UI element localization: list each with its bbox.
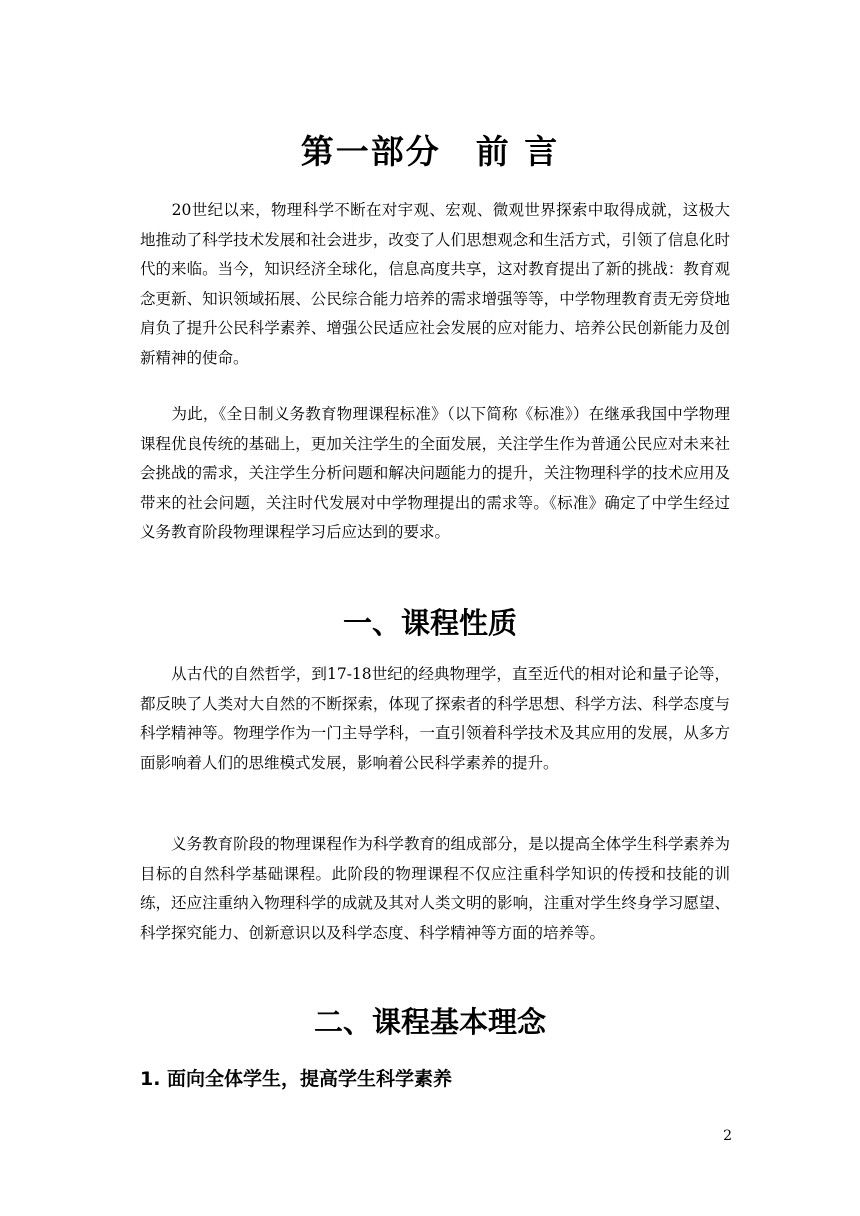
section-title-course-nature: 一、课程性质 <box>342 606 517 640</box>
main-title: 第一部分 前 言 <box>300 132 560 171</box>
course-nature-paragraph-2: 义务教育阶段的物理课程作为科学教育的组成部分，是以提高全体学生科学素养为目标的自然科学基础课程。此阶段的物理课程不仅应注重科学知识的传授和技能的训练，还应注重纳入物理科学的成就及其对人类文明的影响，注重对学生终身学习愿望、科学探究能力、创新意识以及科学态度、科学精神等方面的培养等。 <box>140 835 730 942</box>
section-title-basic-concepts: 二、课程基本理念 <box>313 1005 546 1039</box>
subheading-all-students: 1. 面向全体学生，提高学生科学素养 <box>140 1068 453 1090</box>
course-nature-paragraph-1: 从古代的自然哲学，到17-18世纪的经典物理学，直至近代的相对论和量子论等，都反映了人类对大自然的不断探索，体现了探索者的科学思想、科学方法、科学态度与科学精神等。物理学作为一门主导学科，一直引领着科学技术及其应用的发展，从多方面影响着人们的思维模式发展，影响着公民科学素养的提升。 <box>140 665 730 772</box>
preface-paragraph-2: 为此，《全日制义务教育物理课程标准》（以下简称《标准》）在继承我国中学物理课程优良传统的基础上，更加关注学生的全面发展，关注学生作为普通公民应对未来社会挑战的需求，关注学生分析问题和解决问题能力的提升，关注物理科学的技术应用及带来的社会问题，关注时代发展对中学物理提出的需求等。《标准》确定了中学生经过义务教育阶段物理课程学习后应达到的要求。 <box>140 405 730 541</box>
page-number: 2 <box>723 1128 732 1144</box>
preface-paragraph-1: 20世纪以来，物理科学不断在对宇观、宏观、微观世界探索中取得成就，这极大地推动了科学技术发展和社会进步，改变了人们思想观念和生活方式，引领了信息化时代的来临。当今，知识经济全球化，信息高度共享，这对教育提出了新的挑战：教育观念更新、知识领域拓展、公民综合能力培养的需求增强等等，中学物理教育责无旁贷地肩负了提升公民科学素养、增强公民适应社会发展的应对能力、培养公民创新能力及创新精神的使命。 <box>140 201 730 367</box>
